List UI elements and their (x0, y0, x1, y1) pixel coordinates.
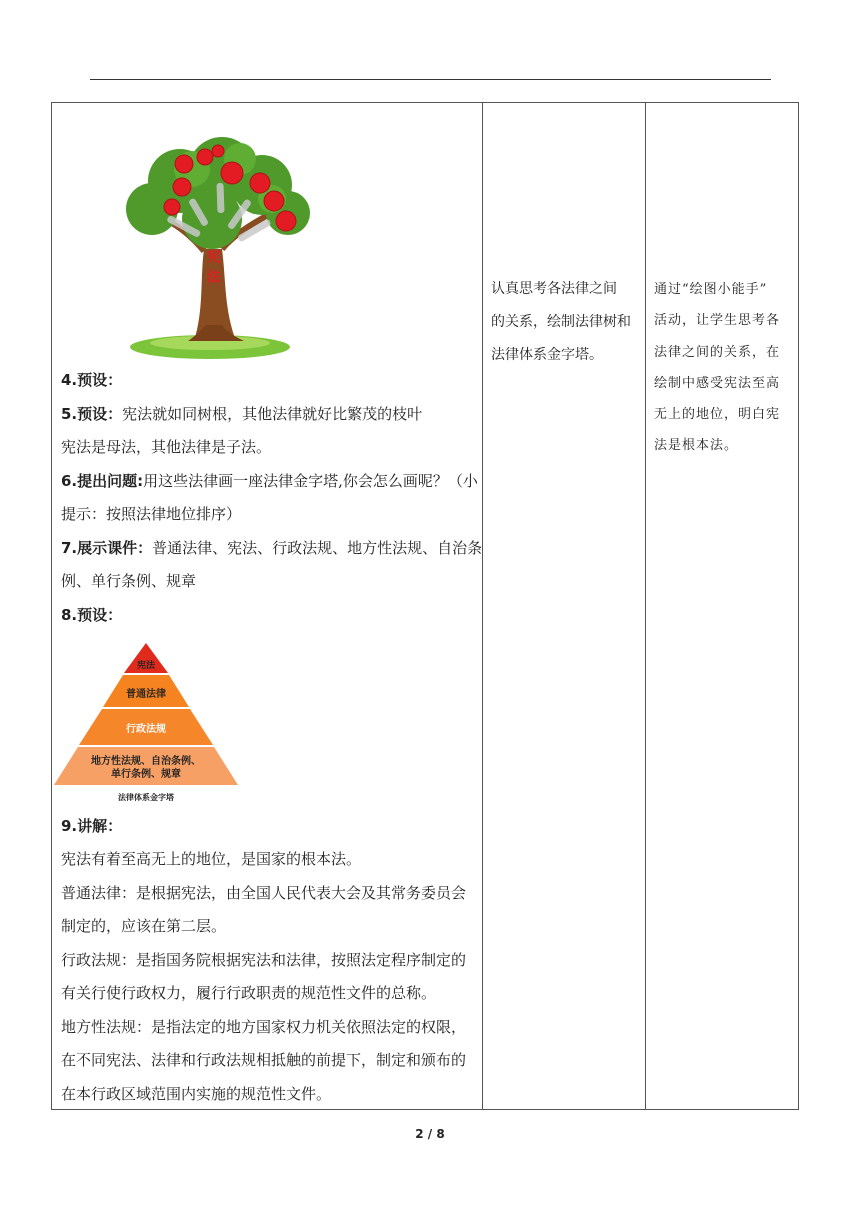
item-6-line-2: 提示：按照法律地位排序） (61, 505, 242, 523)
item-6 (61, 470, 478, 492)
item-9-label: 9.讲解： (61, 817, 123, 835)
teaching-process-column (52, 103, 482, 1109)
law-tree-illustration (122, 129, 322, 361)
item-4-label: 4.预设： (61, 371, 123, 389)
student-activity-column (482, 103, 645, 1109)
item-7-label: 7.展示课件： (61, 539, 153, 557)
explain-line: 在不同宪法、法律和行政法规相抵触的前提下，制定和颁布的 (61, 1051, 467, 1069)
design-intent-line: 通过“绘图小能手” (654, 282, 768, 297)
pyramid-level-4-label-line-1: 地方性法规、自治条例、 (91, 756, 201, 767)
pyramid-level-4-label-line-2: 单行条例、规章 (111, 769, 181, 780)
design-intent-line: 法是根本法。 (654, 438, 739, 454)
pyramid-caption: 法律体系金字塔 (118, 793, 174, 802)
design-intent-text (654, 274, 780, 462)
explain-line: 行政法规：是指国务院根据宪法和法律，按照法定程序制定的 (61, 951, 467, 969)
student-activity-text (491, 273, 631, 372)
student-activity-line: 认真思考各法律之间 (491, 281, 617, 297)
explain-line: 宪法有着至高无上的地位，是国家的根本法。 (61, 850, 362, 868)
item-8-label: 8.预设： (61, 606, 123, 624)
page-number: 2 / 8 (415, 1127, 445, 1141)
item-9 (61, 815, 122, 837)
trunk-label: 宪法 (205, 249, 221, 289)
pyramid-level-3-label: 行政法规 (126, 724, 166, 735)
explain-line: 地方性法规：是指法定的地方国家权力机关依照法定的权限， (61, 1018, 467, 1036)
header-rule (90, 79, 771, 80)
explain-line: 普通法律：是根据宪法，由全国人民代表大会及其常务委员会 (61, 884, 467, 902)
item-7-line-2: 例、单行条例、规章 (61, 572, 197, 590)
item-7 (61, 537, 482, 559)
item-5-label: 5.预设： (61, 405, 123, 423)
explain-line: 制定的，应该在第二层。 (61, 917, 227, 935)
item-8 (61, 604, 122, 626)
design-intent-line: 无上的地位，明白宪 (654, 407, 781, 423)
item-6-label: 6.提出问题: (61, 472, 144, 490)
design-intent-line: 法律之间的关系，在 (654, 344, 781, 360)
pyramid-level-2-label: 普通法律 (126, 689, 166, 700)
item-6-text: 用这些法律画一座法律金字塔,你会怎么画呢？（小 (143, 472, 478, 490)
item-4 (61, 369, 122, 391)
explain-line: 有关行使行政权力，履行行政职责的规范性文件的总称。 (61, 984, 437, 1002)
lesson-table (51, 102, 799, 1110)
student-activity-line: 法律体系金字塔。 (491, 347, 603, 363)
student-activity-line: 的关系，绘制法律树和 (491, 314, 631, 330)
design-intent-line: 绘制中感受宪法至高 (654, 375, 781, 391)
item-5 (61, 403, 422, 425)
design-intent-line: 活动，让学生思考各 (654, 313, 781, 329)
item-7-text: 普通法律、宪法、行政法规、地方性法规、自治条 (152, 539, 483, 557)
explain-line: 在本行政区域范围内实施的规范性文件。 (61, 1085, 332, 1103)
design-intent-column (645, 103, 800, 1109)
item-5-line-2: 宪法是母法，其他法律是子法。 (61, 438, 272, 456)
item-5-text: 宪法就如同树根，其他法律就好比繁茂的枝叶 (122, 405, 423, 423)
pyramid-level-1-label: 宪法 (136, 661, 156, 671)
law-pyramid-diagram (52, 643, 240, 803)
